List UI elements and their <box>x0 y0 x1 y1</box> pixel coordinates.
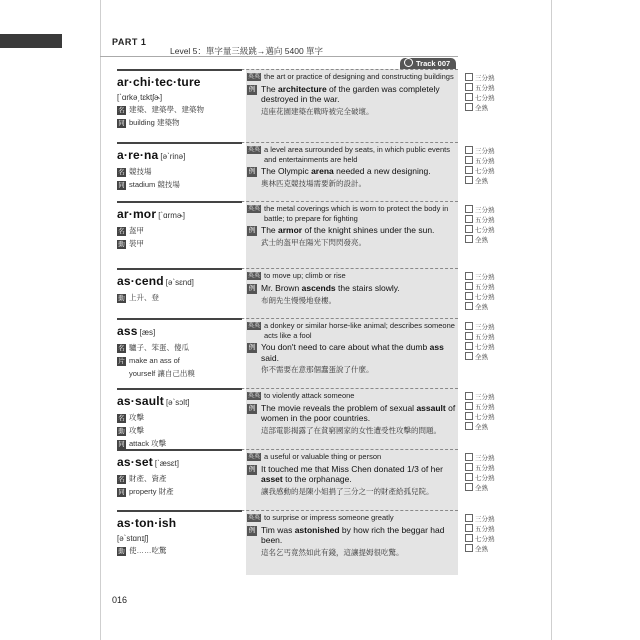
example-translation: 奧林匹克競技場需要新的設計。 <box>261 179 366 188</box>
progress-checklist <box>465 452 501 492</box>
headword: ar·chi·tec·ture <box>117 75 201 89</box>
progress-label: 全熟 <box>475 236 488 244</box>
example-tag: 例 <box>248 404 256 412</box>
progress-option[interactable] <box>465 102 501 112</box>
progress-option[interactable] <box>465 291 501 301</box>
headword-block <box>117 205 242 249</box>
pos-line <box>117 179 242 190</box>
pronunciation: [ˋɑrmɚ] <box>158 211 186 220</box>
example-tag: 例 <box>248 168 256 175</box>
pos-line <box>117 545 242 556</box>
definition-block <box>247 321 457 375</box>
pos-text: 使……吃驚 <box>129 546 167 555</box>
checkbox[interactable] <box>465 225 473 233</box>
progress-option[interactable] <box>465 523 501 533</box>
pos-line <box>117 368 242 379</box>
progress-option[interactable] <box>465 391 501 401</box>
pos-tag: 動 <box>118 428 125 435</box>
checkbox[interactable] <box>465 83 473 91</box>
pos-line <box>117 225 242 236</box>
pos-line <box>117 342 242 353</box>
en-en-tag: 英英 <box>248 393 261 399</box>
checkbox[interactable] <box>465 332 473 340</box>
progress-checklist <box>465 204 501 244</box>
progress-option[interactable] <box>465 175 501 185</box>
pos-text: 盔甲 <box>129 226 144 235</box>
progress-label: 全熟 <box>475 353 488 361</box>
pos-line <box>117 412 242 423</box>
track-badge <box>400 58 456 69</box>
definition-block <box>247 391 457 436</box>
english-definition: 英英 to move up; climb or rise <box>248 271 346 280</box>
pos-text: 攻擊 <box>129 413 144 422</box>
pos-tag: 名 <box>118 476 125 483</box>
progress-checklist <box>465 271 501 311</box>
pos-text: make an ass of <box>129 356 180 365</box>
checkbox[interactable] <box>465 483 473 491</box>
header-rule <box>100 56 458 57</box>
pos-text: 上升、登 <box>129 293 159 302</box>
progress-label: 七分熟 <box>475 535 495 543</box>
progress-label: 全熟 <box>475 104 488 112</box>
en-en-tag: 英英 <box>248 147 261 153</box>
example-tag: 例 <box>248 465 256 473</box>
example-sentence: 例 You don't need to care about what the dumb ass said. <box>248 342 444 363</box>
pronunciation: [ˋæsɛt] <box>154 459 180 468</box>
headword-block <box>117 146 242 190</box>
progress-label: 五分熟 <box>475 216 495 224</box>
progress-label: 五分熟 <box>475 333 495 341</box>
progress-label: 三分熟 <box>475 393 495 401</box>
headword-block <box>117 392 242 449</box>
progress-checklist <box>465 321 501 361</box>
checkbox[interactable] <box>465 322 473 330</box>
checkbox[interactable] <box>465 215 473 223</box>
progress-option[interactable] <box>465 234 501 244</box>
progress-option[interactable] <box>465 331 501 341</box>
progress-option[interactable] <box>465 452 501 462</box>
progress-label: 全熟 <box>475 177 488 185</box>
example-tag: 例 <box>248 284 256 292</box>
progress-label: 三分熟 <box>475 515 495 523</box>
english-definition: 英英 the metal coverings which is worn to protect the body in battle; to prepare for fighting <box>248 204 449 223</box>
progress-option[interactable] <box>465 341 501 351</box>
pos-tag: 片 <box>118 358 125 365</box>
example-tag: 例 <box>248 526 256 534</box>
headword-block <box>117 453 242 497</box>
pos-tag: 名 <box>118 415 125 422</box>
progress-option[interactable] <box>465 533 501 543</box>
headword: ar·mor <box>117 207 157 221</box>
headword-rule <box>117 201 242 203</box>
progress-option[interactable] <box>465 92 501 102</box>
example-keyword: ascends <box>301 282 336 293</box>
headword-rule <box>117 268 242 270</box>
pos-tag: 動 <box>118 295 125 302</box>
headword-rule <box>117 69 242 71</box>
english-definition: 英英 a donkey or similar horse-like animal; describes someone acts like a fool <box>248 321 455 340</box>
headword-rule <box>117 388 242 390</box>
progress-label: 七分熟 <box>475 167 495 175</box>
progress-option[interactable] <box>465 321 501 331</box>
headword: ass <box>117 324 138 338</box>
progress-option[interactable] <box>465 513 501 523</box>
checkbox[interactable] <box>465 176 473 184</box>
pos-line <box>117 104 242 115</box>
pos-line <box>117 355 242 366</box>
progress-option[interactable] <box>465 351 501 361</box>
progress-option[interactable] <box>465 281 501 291</box>
checkbox[interactable] <box>465 392 473 400</box>
pos-tag: 名 <box>118 345 125 352</box>
progress-checklist <box>465 145 501 185</box>
example-keyword: arena <box>311 166 334 176</box>
headword-block <box>117 73 242 128</box>
checkbox[interactable] <box>465 272 473 280</box>
progress-label: 三分熟 <box>475 206 495 214</box>
progress-option[interactable] <box>465 472 501 482</box>
definition-block <box>247 72 457 117</box>
en-en-tag: 英英 <box>248 323 261 329</box>
checkbox[interactable] <box>465 166 473 174</box>
progress-option[interactable] <box>465 224 501 234</box>
progress-label: 五分熟 <box>475 157 495 165</box>
progress-label: 七分熟 <box>475 226 495 234</box>
pos-tag: 名 <box>118 107 125 114</box>
checkbox[interactable] <box>465 282 473 290</box>
example-sentence: 例 It touched me that Miss Chen donated 1/3 of her asset to the orphanage. <box>248 463 443 484</box>
progress-option[interactable] <box>465 155 501 165</box>
example-keyword: asset <box>261 474 283 484</box>
progress-checklist <box>465 72 501 112</box>
headword: as·set <box>117 455 153 469</box>
pos-text: 建築、建築學、建築物 <box>129 105 204 114</box>
checkbox[interactable] <box>465 402 473 410</box>
en-en-tag: 英英 <box>248 206 261 212</box>
progress-option[interactable] <box>465 543 501 553</box>
pos-tag: 同 <box>118 182 125 189</box>
checkbox[interactable] <box>465 514 473 522</box>
example-sentence: 例 The Olympic arena needed a new designing. <box>248 166 431 176</box>
progress-checklist <box>465 391 501 431</box>
progress-label: 五分熟 <box>475 464 495 472</box>
track-label: Track 007 <box>416 59 451 68</box>
example-translation: 這座花園建築在戰時被完全破壞。 <box>261 106 374 116</box>
progress-option[interactable] <box>465 271 501 281</box>
progress-label: 七分熟 <box>475 474 495 482</box>
checkbox[interactable] <box>465 93 473 101</box>
pos-line <box>117 238 242 249</box>
example-sentence: 例 Mr. Brown ascends the stairs slowly. <box>248 282 400 293</box>
definition-block <box>247 204 457 248</box>
progress-option[interactable] <box>465 421 501 431</box>
pos-tag: 名 <box>118 169 125 176</box>
english-definition: 英英 a level area surrounded by seats, in which public events and entertainments are held <box>248 145 450 164</box>
example-sentence: 例 Tim was astonished by how rich the beggar had been. <box>248 524 445 545</box>
checkbox[interactable] <box>465 73 473 81</box>
example-keyword: architecture <box>278 83 327 94</box>
example-tag: 例 <box>248 85 256 93</box>
checkbox[interactable] <box>465 103 473 111</box>
example-translation: 這部電影揭露了在貧窮國家的女性遭受性攻擊的問題。 <box>261 425 441 435</box>
pos-tag: 同 <box>118 489 125 496</box>
english-definition: 英英 to surprise or impress someone greatly <box>248 513 394 522</box>
headword: as·ton·ish <box>117 516 177 530</box>
checkbox[interactable] <box>465 412 473 420</box>
english-definition: 英英 the art or practice of designing and constructing buildings <box>248 72 454 81</box>
example-translation: 這名乞丐竟然如此有錢，這讓提姆很吃驚。 <box>261 547 404 557</box>
checkbox[interactable] <box>465 422 473 430</box>
headword-rule <box>117 449 242 451</box>
example-translation: 你不需要在意那個蠢蛋說了什麼。 <box>261 365 374 374</box>
pos-line <box>117 425 242 436</box>
progress-option[interactable] <box>465 214 501 224</box>
progress-option[interactable] <box>465 72 501 82</box>
example-sentence: 例 The armor of the knight shines under the sun. <box>248 225 435 235</box>
progress-label: 五分熟 <box>475 403 495 411</box>
pronunciation: [əˋstɑnɪʃ] <box>117 534 149 543</box>
checkbox[interactable] <box>465 342 473 350</box>
pos-tag: 同 <box>118 441 125 448</box>
pos-text: attack 攻擊 <box>129 439 167 448</box>
checkbox[interactable] <box>465 156 473 164</box>
example-keyword: astonished <box>294 524 340 535</box>
pos-line <box>117 292 242 303</box>
pos-tag: 動 <box>118 241 125 248</box>
headword: a·re·na <box>117 148 159 162</box>
progress-label: 全熟 <box>475 545 488 553</box>
pronunciation: [əˋsɔlt] <box>165 398 190 407</box>
progress-label: 三分熟 <box>475 454 495 462</box>
progress-label: 全熟 <box>475 484 488 492</box>
pos-line <box>117 486 242 497</box>
progress-label: 全熟 <box>475 423 488 431</box>
example-translation: 讓我感動的是陳小姐捐了三分之一的財產給孤兒院。 <box>261 486 434 496</box>
example-translation: 武士的盔甲在陽光下閃閃發亮。 <box>261 238 366 247</box>
checkbox[interactable] <box>465 235 473 243</box>
example-keyword: armor <box>278 225 303 235</box>
definition-block <box>247 145 457 189</box>
pos-line <box>117 166 242 177</box>
checkbox[interactable] <box>465 453 473 461</box>
audio-disc-icon <box>404 58 413 67</box>
definition-block <box>247 271 457 306</box>
en-en-tag: 英英 <box>248 273 261 279</box>
checkbox[interactable] <box>465 292 473 300</box>
headword-block <box>117 322 242 379</box>
en-en-tag: 英英 <box>248 515 261 521</box>
progress-label: 五分熟 <box>475 84 495 92</box>
progress-label: 七分熟 <box>475 413 495 421</box>
example-tag: 例 <box>248 227 256 234</box>
headword: as·sault <box>117 394 164 408</box>
checkbox[interactable] <box>465 205 473 213</box>
progress-label: 七分熟 <box>475 343 495 351</box>
progress-label: 七分熟 <box>475 94 495 102</box>
pos-text: property 財產 <box>129 487 174 496</box>
progress-option[interactable] <box>465 165 501 175</box>
pos-tag: 名 <box>118 228 125 235</box>
pos-text: yourself 讓自己出糗 <box>129 369 195 378</box>
progress-label: 三分熟 <box>475 147 495 155</box>
pos-text: 競技場 <box>129 167 152 176</box>
progress-option[interactable] <box>465 411 501 421</box>
pos-text: 財產、資產 <box>129 474 167 483</box>
definition-block <box>247 513 457 558</box>
example-sentence: 例 The movie reveals the problem of sexual assault of women in the poor countries. <box>248 402 456 423</box>
progress-option[interactable] <box>465 145 501 155</box>
pos-tag: 動 <box>118 548 125 555</box>
progress-label: 三分熟 <box>475 273 495 281</box>
headword: as·cend <box>117 274 164 288</box>
part-tab <box>0 34 62 48</box>
progress-checklist <box>465 513 501 553</box>
checkbox[interactable] <box>465 146 473 154</box>
en-en-tag: 英英 <box>248 74 261 80</box>
progress-label: 全熟 <box>475 303 488 311</box>
english-definition: 英英 a useful or valuable thing or person <box>248 452 382 461</box>
pos-text: building 建築物 <box>129 118 180 127</box>
part-label: PART 1 <box>112 37 147 47</box>
checkbox[interactable] <box>465 302 473 310</box>
progress-option[interactable] <box>465 482 501 492</box>
pronunciation: [əˋsɛnd] <box>165 278 194 287</box>
example-keyword: ass <box>429 342 444 352</box>
progress-option[interactable] <box>465 204 501 214</box>
pos-text: stadium 競技場 <box>129 180 180 189</box>
headword-block <box>117 272 242 303</box>
checkbox[interactable] <box>465 524 473 532</box>
checkbox[interactable] <box>465 534 473 542</box>
page-number: 016 <box>112 595 128 605</box>
progress-option[interactable] <box>465 401 501 411</box>
headword-rule <box>117 510 242 512</box>
headword-rule <box>117 318 242 320</box>
en-en-tag: 英英 <box>248 454 261 460</box>
example-sentence: 例 The architecture of the garden was completely destroyed in the war. <box>248 83 440 104</box>
progress-label: 五分熟 <box>475 283 495 291</box>
example-tag: 例 <box>248 344 256 351</box>
progress-option[interactable] <box>465 82 501 92</box>
pos-line <box>117 438 242 449</box>
progress-option[interactable] <box>465 462 501 472</box>
pos-line <box>117 117 242 128</box>
pronunciation: [əˋrinə] <box>160 152 186 161</box>
pos-line <box>117 473 242 484</box>
headword-block <box>117 514 242 556</box>
example-keyword: assault <box>416 402 446 413</box>
pos-text: 裝甲 <box>129 239 144 248</box>
progress-label: 三分熟 <box>475 74 495 82</box>
progress-label: 七分熟 <box>475 293 495 301</box>
definition-block <box>247 452 457 497</box>
progress-option[interactable] <box>465 301 501 311</box>
headword-rule <box>117 142 242 144</box>
checkbox[interactable] <box>465 463 473 471</box>
checkbox[interactable] <box>465 352 473 360</box>
pronunciation: [ˋɑrkə͵tɛktʃɚ] <box>117 93 163 102</box>
english-definition: 英英 to violently attack someone <box>248 391 355 400</box>
checkbox[interactable] <box>465 473 473 481</box>
checkbox[interactable] <box>465 544 473 552</box>
example-translation: 布朗先生慢慢地登樓。 <box>261 295 336 305</box>
level-title: Level 5：單字量三級跳→邁向 5400 單字 <box>170 46 324 56</box>
pos-text: 驢子、笨蛋、傻瓜 <box>129 343 189 352</box>
progress-label: 五分熟 <box>475 525 495 533</box>
pronunciation: [æs] <box>139 328 156 337</box>
pos-text: 攻擊 <box>129 426 144 435</box>
progress-label: 三分熟 <box>475 323 495 331</box>
pos-tag: 同 <box>118 120 125 127</box>
